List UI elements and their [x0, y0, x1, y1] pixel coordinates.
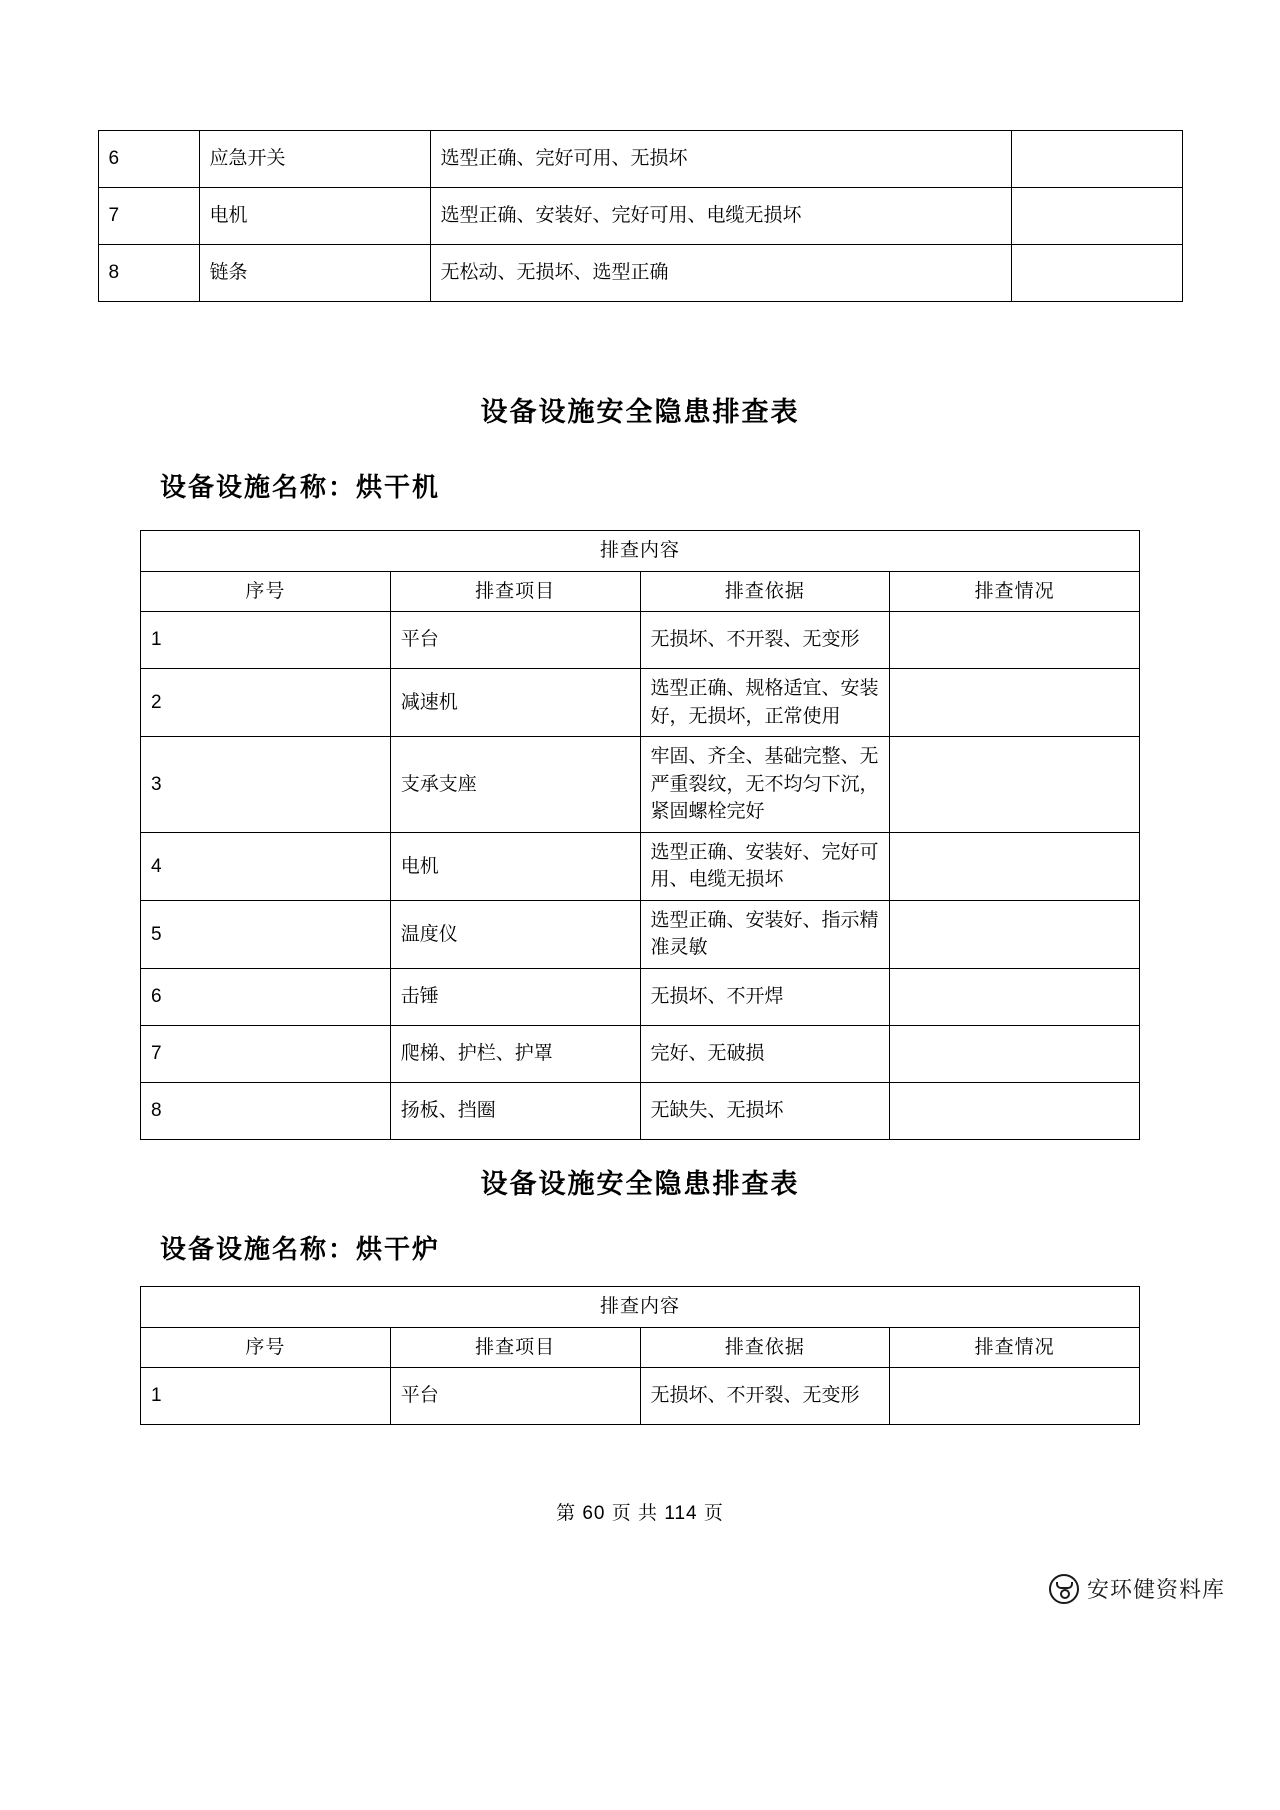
row-item: 击锤 — [390, 969, 640, 1026]
section-title-dryer: 设备设施安全隐患排查表 — [480, 397, 800, 427]
row-basis: 无缺失、无损坏 — [640, 1083, 890, 1140]
row-number: 5 — [141, 900, 391, 968]
row-basis: 无损坏、不开焊 — [640, 969, 890, 1026]
watermark — [1049, 1573, 1225, 1604]
row-item: 电机 — [199, 188, 430, 245]
table-row — [98, 131, 1182, 188]
row-number: 3 — [141, 737, 391, 833]
content-band-label: 排查内容 — [141, 1287, 1140, 1328]
content-band-label: 排查内容 — [141, 531, 1140, 572]
row-result[interactable] — [1011, 131, 1182, 188]
row-basis: 选型正确、安装好、完好可用、电缆无损坏 — [640, 832, 890, 900]
table-row — [98, 188, 1182, 245]
section-title-furnace: 设备设施安全隐患排查表 — [480, 1169, 800, 1200]
column-header-no: 序号 — [141, 571, 391, 612]
row-basis: 选型正确、完好可用、无损坏 — [430, 131, 1011, 188]
row-item: 支承支座 — [390, 737, 640, 833]
row-result[interactable] — [1011, 245, 1182, 302]
row-number: 8 — [98, 245, 199, 302]
table-row — [141, 669, 1140, 737]
row-number: 6 — [98, 131, 199, 188]
row-basis: 无损坏、不开裂、无变形 — [640, 612, 890, 669]
row-item: 减速机 — [390, 669, 640, 737]
table-header-row — [141, 1327, 1140, 1368]
top-table-wrapper — [0, 0, 1280, 302]
continued-checklist-table — [98, 130, 1183, 302]
row-item: 温度仪 — [390, 900, 640, 968]
row-number: 4 — [141, 832, 391, 900]
row-result[interactable] — [890, 669, 1140, 737]
equipment-name-furnace: 设备设施名称：烘干炉 — [160, 1234, 441, 1265]
table-band-row — [141, 531, 1140, 572]
table-row — [141, 1368, 1140, 1425]
row-result[interactable] — [890, 612, 1140, 669]
equipment-name-dryer: 设备设施名称：烘干机 — [160, 472, 441, 502]
column-header-basis: 排查依据 — [640, 571, 890, 612]
row-result[interactable] — [890, 1083, 1140, 1140]
table-row — [141, 969, 1140, 1026]
row-basis: 无松动、无损坏、选型正确 — [430, 245, 1011, 302]
row-number: 7 — [141, 1026, 391, 1083]
row-result[interactable] — [890, 969, 1140, 1026]
table-row — [141, 737, 1140, 833]
row-basis: 无损坏、不开裂、无变形 — [640, 1368, 890, 1425]
table-row — [98, 245, 1182, 302]
row-number: 8 — [141, 1083, 391, 1140]
page-footer: 第 60 页 共 114 页 — [556, 1503, 724, 1524]
table-row — [141, 1083, 1140, 1140]
row-item: 爬梯、护栏、护罩 — [390, 1026, 640, 1083]
row-result[interactable] — [1011, 188, 1182, 245]
checklist-table-dryer — [140, 530, 1140, 1140]
row-item: 应急开关 — [199, 131, 430, 188]
row-result[interactable] — [890, 900, 1140, 968]
row-basis: 选型正确、安装好、指示精准灵敏 — [640, 900, 890, 968]
row-number: 1 — [141, 612, 391, 669]
row-item: 扬板、挡圈 — [390, 1083, 640, 1140]
row-number: 7 — [98, 188, 199, 245]
row-item: 平台 — [390, 612, 640, 669]
table-header-row — [141, 571, 1140, 612]
row-number: 2 — [141, 669, 391, 737]
table-row — [141, 1026, 1140, 1083]
column-header-item: 排查项目 — [390, 1327, 640, 1368]
table-row — [141, 900, 1140, 968]
column-header-basis: 排查依据 — [640, 1327, 890, 1368]
checklist-table-furnace — [140, 1286, 1140, 1425]
row-result[interactable] — [890, 737, 1140, 833]
watermark-label: 安环健资料库 — [1086, 1577, 1225, 1602]
row-item: 平台 — [390, 1368, 640, 1425]
row-basis: 选型正确、规格适宜、安装好，无损坏，正常使用 — [640, 669, 890, 737]
row-basis: 牢固、齐全、基础完整、无严重裂纹，无不均匀下沉，紧固螺栓完好 — [640, 737, 890, 833]
row-item: 电机 — [390, 832, 640, 900]
table-row — [141, 832, 1140, 900]
row-result[interactable] — [890, 1368, 1140, 1425]
row-number: 6 — [141, 969, 391, 1026]
row-number: 1 — [141, 1368, 391, 1425]
table-row — [141, 612, 1140, 669]
column-header-result: 排查情况 — [890, 571, 1140, 612]
column-header-item: 排查项目 — [390, 571, 640, 612]
row-result[interactable] — [890, 1026, 1140, 1083]
row-basis: 完好、无破损 — [640, 1026, 890, 1083]
row-item: 链条 — [199, 245, 430, 302]
row-result[interactable] — [890, 832, 1140, 900]
row-basis: 选型正确、安装好、完好可用、电缆无损坏 — [430, 188, 1011, 245]
column-header-result: 排查情况 — [890, 1327, 1140, 1368]
camera-badge-icon — [1049, 1574, 1079, 1604]
column-header-no: 序号 — [141, 1327, 391, 1368]
table-band-row — [141, 1287, 1140, 1328]
